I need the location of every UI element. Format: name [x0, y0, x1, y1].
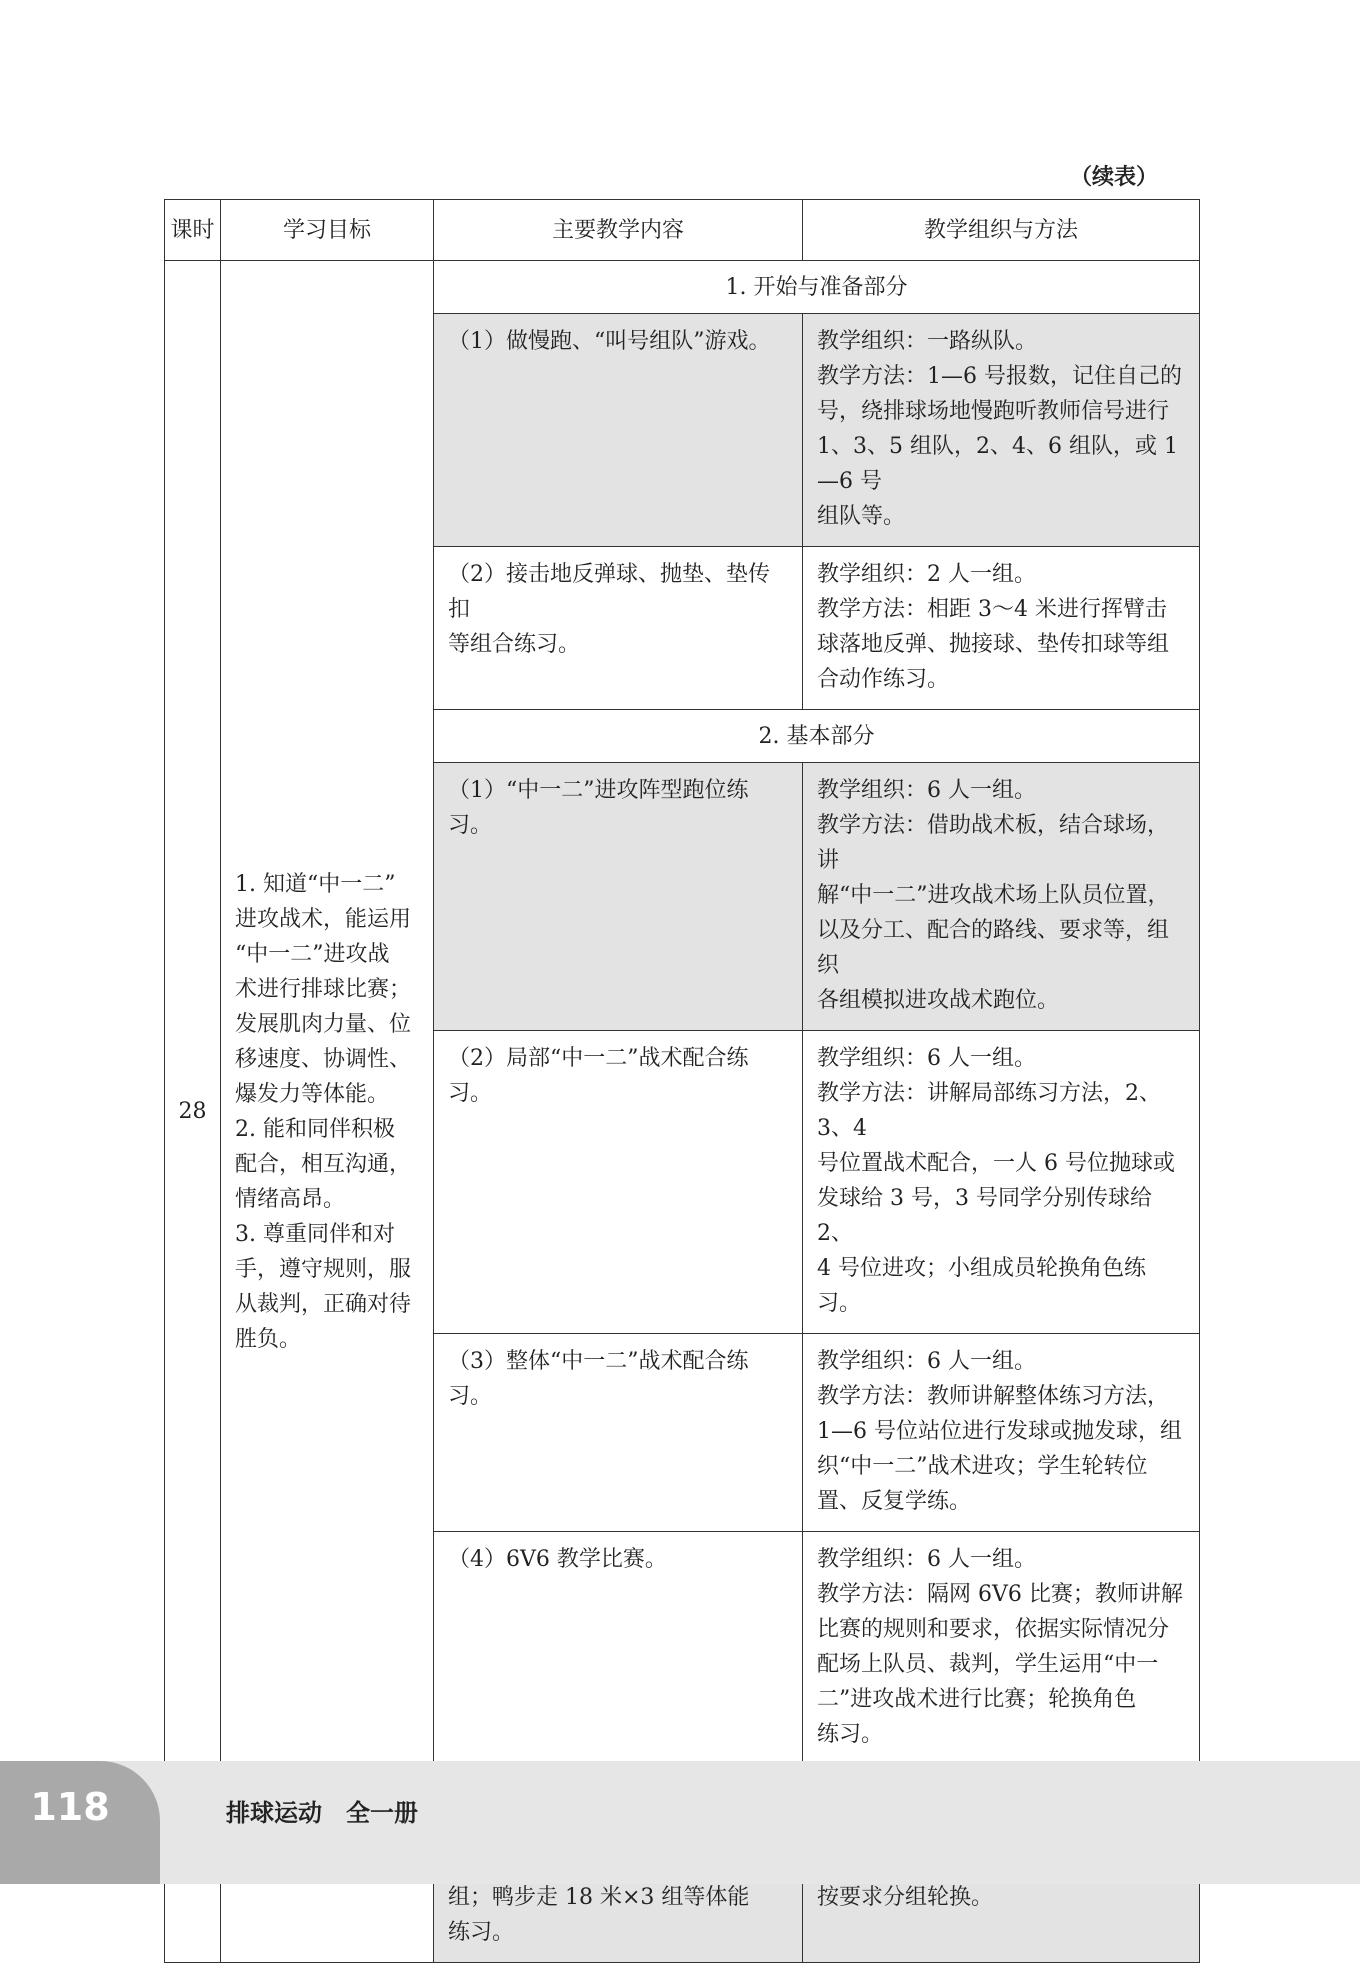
section-row [165, 261, 1200, 314]
cell-line: 手，遵守规则，服 [235, 1256, 412, 1282]
cell-line: 组；鸭步走 18 米×3 组等体能 [448, 1885, 750, 1910]
cell-line: 移速度、协调性、 [235, 1046, 412, 1072]
table-header-row [165, 200, 1200, 261]
content-cell [434, 1031, 803, 1334]
cell-line: 术进行排球比赛； [235, 976, 412, 1002]
cell-line: 教学方法：讲解局部练习方法，2、3、4 [817, 1081, 1161, 1141]
method-cell [803, 763, 1200, 1031]
continued-label: （续表） [1070, 165, 1159, 190]
cell-line: （4）6V6 教学比赛。 [448, 1547, 667, 1572]
page-number: 118 [30, 1785, 110, 1829]
cell-line: 等组合练习。 [448, 632, 581, 657]
lesson-plan-table [164, 199, 1200, 1963]
cell-line: 合动作练习。 [817, 667, 950, 692]
method-cell [803, 1031, 1200, 1334]
goals-cell [221, 261, 434, 1963]
cell-line: 练习。 [448, 1920, 515, 1945]
method-cell [803, 1334, 1200, 1532]
cell-line: 爆发力等体能。 [235, 1081, 390, 1107]
cell-line: 置、反复学练。 [817, 1489, 972, 1514]
content-cell [434, 763, 803, 1031]
cell-line: 号位置战术配合，一人 6 号位抛球或 [817, 1151, 1175, 1176]
section-title: 1. 开始与准备部分 [434, 261, 1200, 314]
cell-line: 教学组织：6 人一组。 [817, 1547, 1036, 1572]
cell-line: 1—6 号位站位进行发球或抛发球，组 [817, 1419, 1182, 1444]
cell-line: 号，绕排球场地慢跑听教师信号进行 [817, 399, 1170, 424]
header-period: 课时 [165, 200, 221, 261]
cell-line: 2. 能和同伴积极 [235, 1116, 395, 1142]
cell-line: 发展肌肉力量、位 [235, 1011, 412, 1037]
footer-bar [0, 1761, 1360, 1884]
cell-line: 进攻战术，能运用 [235, 906, 412, 932]
cell-line: 教学方法：1—6 号报数，记住自己的 [817, 364, 1182, 389]
cell-line: 教学组织：6 人一组。 [817, 1046, 1036, 1071]
cell-line: 教学方法：教师讲解整体练习方法， [817, 1384, 1170, 1409]
cell-line: 比赛的规则和要求，依据实际情况分 [817, 1617, 1170, 1642]
cell-line: 球落地反弹、抛接球、垫传扣球等组 [817, 632, 1170, 657]
cell-line: 1. 知道“中一二” [235, 871, 396, 897]
method-cell [803, 1532, 1200, 1765]
section-title: 2. 基本部分 [434, 710, 1200, 763]
cell-line: （1）“中一二”进攻阵型跑位练习。 [448, 778, 749, 838]
cell-line: 胜负。 [235, 1326, 302, 1352]
cell-line: （3）整体“中一二”战术配合练习。 [448, 1349, 749, 1409]
content-cell [434, 547, 803, 710]
cell-line: 发球给 3 号，3 号同学分别传球给 2、 [817, 1186, 1152, 1246]
period-cell: 28 [165, 261, 221, 1963]
cell-line: 教学组织：6 人一组。 [817, 1349, 1036, 1374]
content-cell [434, 1334, 803, 1532]
cell-line: 练习。 [817, 1722, 884, 1747]
cell-line: 情绪高昂。 [235, 1186, 346, 1212]
cell-line: 教学方法：借助战术板，结合球场，讲 [817, 813, 1170, 873]
cell-line: 教学方法：隔网 6V6 比赛；教师讲解 [817, 1582, 1183, 1607]
method-cell [803, 547, 1200, 710]
book-title: 排球运动 全一册 [226, 1799, 418, 1827]
cell-line: 二”进攻战术进行比赛；轮换角色 [817, 1687, 1137, 1712]
cell-line: 配场上队员、裁判，学生运用“中一 [817, 1652, 1159, 1677]
cell-line: 教学方法：相距 3～4 米进行挥臂击 [817, 597, 1167, 622]
cell-line: 教学组织：2 人一组。 [817, 562, 1036, 587]
header-method: 教学组织与方法 [803, 200, 1200, 261]
header-goals: 学习目标 [221, 200, 434, 261]
cell-line: 从裁判，正确对待 [235, 1291, 412, 1317]
cell-line: 1、3、5 组队，2、4、6 组队，或 1—6 号 [817, 434, 1178, 494]
cell-line: 4 号位进攻；小组成员轮换角色练习。 [817, 1256, 1146, 1316]
cell-line: （2）接击地反弹球、抛垫、垫传扣 [448, 562, 770, 622]
cell-line: 教学组织：一路纵队。 [817, 329, 1038, 354]
content-cell [434, 1532, 803, 1765]
cell-line: 按要求分组轮换。 [817, 1885, 994, 1910]
cell-line: 3. 尊重同伴和对 [235, 1221, 395, 1247]
cell-line: 各组模拟进攻战术跑位。 [817, 988, 1060, 1013]
header-content: 主要教学内容 [434, 200, 803, 261]
cell-line: 组队等。 [817, 504, 906, 529]
cell-line: 教学组织：6 人一组。 [817, 778, 1036, 803]
content-cell [434, 314, 803, 547]
cell-line: 配合，相互沟通， [235, 1151, 412, 1177]
cell-line: 织“中一二”战术进攻；学生轮转位 [817, 1454, 1148, 1479]
cell-line: （1）做慢跑、“叫号组队”游戏。 [448, 329, 771, 354]
cell-line: 解“中一二”进攻战术场上队员位置， [817, 883, 1170, 908]
cell-line: （2）局部“中一二”战术配合练习。 [448, 1046, 749, 1106]
cell-line: 以及分工、配合的路线、要求等，组织 [817, 918, 1170, 978]
method-cell [803, 314, 1200, 547]
cell-line: “中一二”进攻战 [235, 941, 390, 967]
